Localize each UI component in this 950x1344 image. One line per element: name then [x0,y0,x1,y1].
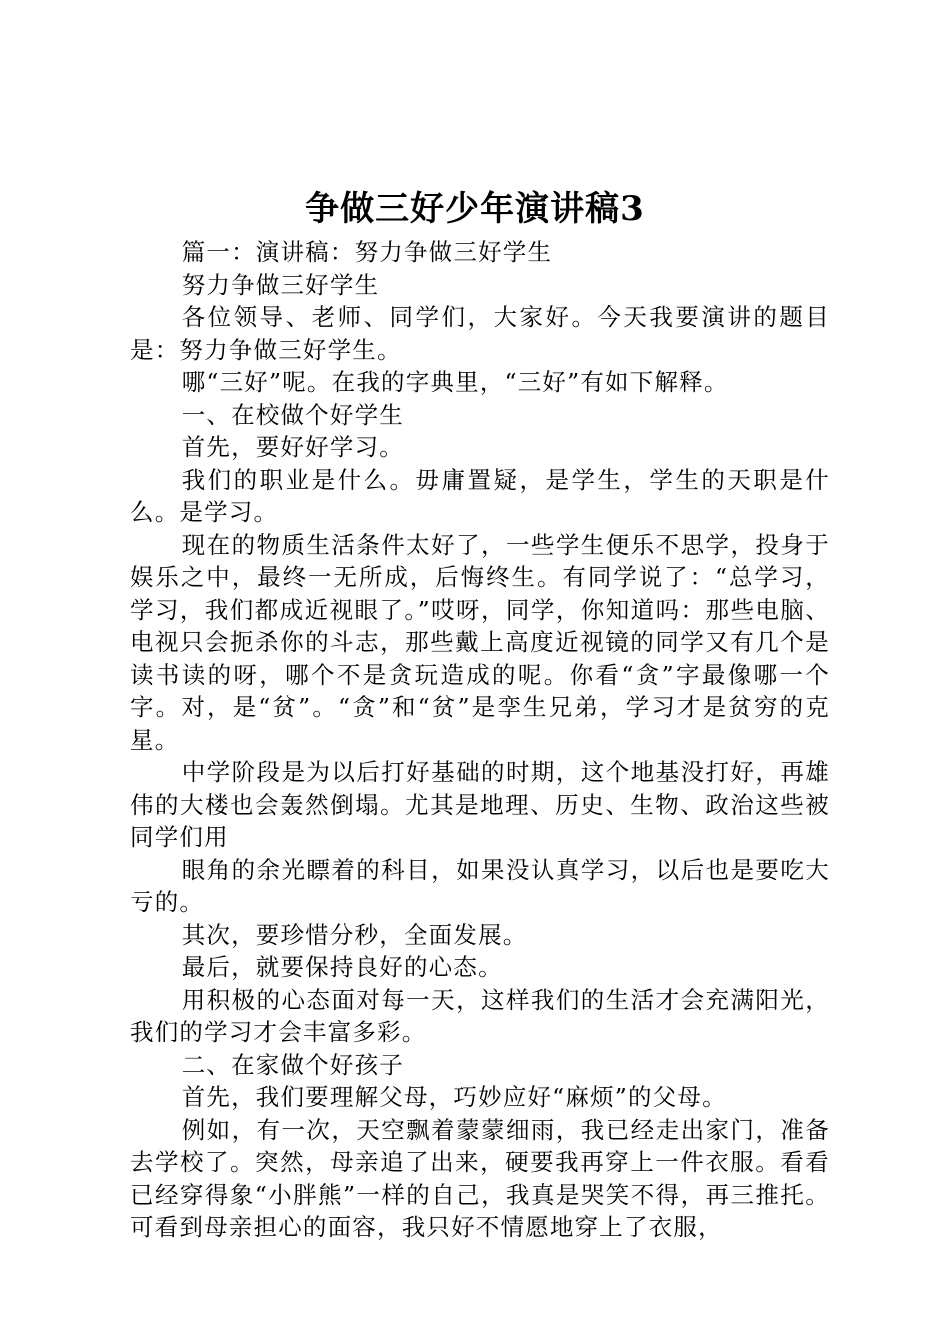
paragraph: 哪“三好”呢。在我的字典里，“三好”有如下解释。 [181,368,729,396]
paragraph: 眼角的余光瞟着的科目，如果没认真学习，以后也是要吃大亏的。 [130,855,830,916]
paragraph: 最后，就要保持良好的心态。 [181,953,503,981]
document-title: 争做三好少年演讲稿3 [305,189,645,229]
paragraph-speech-title: 努力争做三好学生 [181,270,380,299]
paragraph: 现在的物质生活条件太好了，一些学生便乐不思学，投身于娱乐之中，最终一无所成，后悔终生。有同学说了：“总学习，学习，我们都成近视眼了。”哎呀，同学，你知道吗：那些电脑、电视只会扼杀你的斗志，那些戴上高度近视镜的同学又有几个是读书读的呀，哪个不是贪玩造成的呢。你看“贪”字最像哪一个字。对，是“贫”。“贪”和“贫”是孪生兄弟，学习才是贫穷的克星。 [130,530,830,754]
paragraph: 首先，要好好学习。 [181,433,404,461]
paragraph-subheading: 一、在校做个好学生 [181,400,404,429]
paragraph: 我们的职业是什么。毋庸置疑，是学生，学生的天职是什么。是学习。 [130,465,830,526]
paragraph: 其次，要珍惜分秒，全面发展。 [181,920,528,949]
paragraph-subheading: 二、在家做个好孩子 [181,1050,404,1079]
paragraph: 例如，有一次，天空飘着蒙蒙细雨，我已经走出家门，准备去学校了。突然，母亲追了出来，硬要我再穿上一件衣服。看看已经穿得象“小胖熊”一样的自己，我真是哭笑不得，再三推托。可看到母亲担心的面容，我只好不情愿地穿上了衣服， [130,1115,830,1241]
paragraph: 首先，我们要理解父母，巧妙应好“麻烦”的父母。 [181,1083,727,1111]
paragraph: 各位领导、老师、同学们，大家好。今天我要演讲的题目是：努力争做三好学生。 [130,303,830,364]
paragraph: 中学阶段是为以后打好基础的时期，这个地基没打好，再雄伟的大楼也会轰然倒塌。尤其是地理、历史、生物、政治这些被同学们用 [130,758,830,851]
paragraph: 用积极的心态面对每一天，这样我们的生活才会充满阳光，我们的学习才会丰富多彩。 [130,985,830,1046]
document-body [130,236,830,1244]
paragraph-section-heading: 篇一：演讲稿：努力争做三好学生 [181,238,553,266]
